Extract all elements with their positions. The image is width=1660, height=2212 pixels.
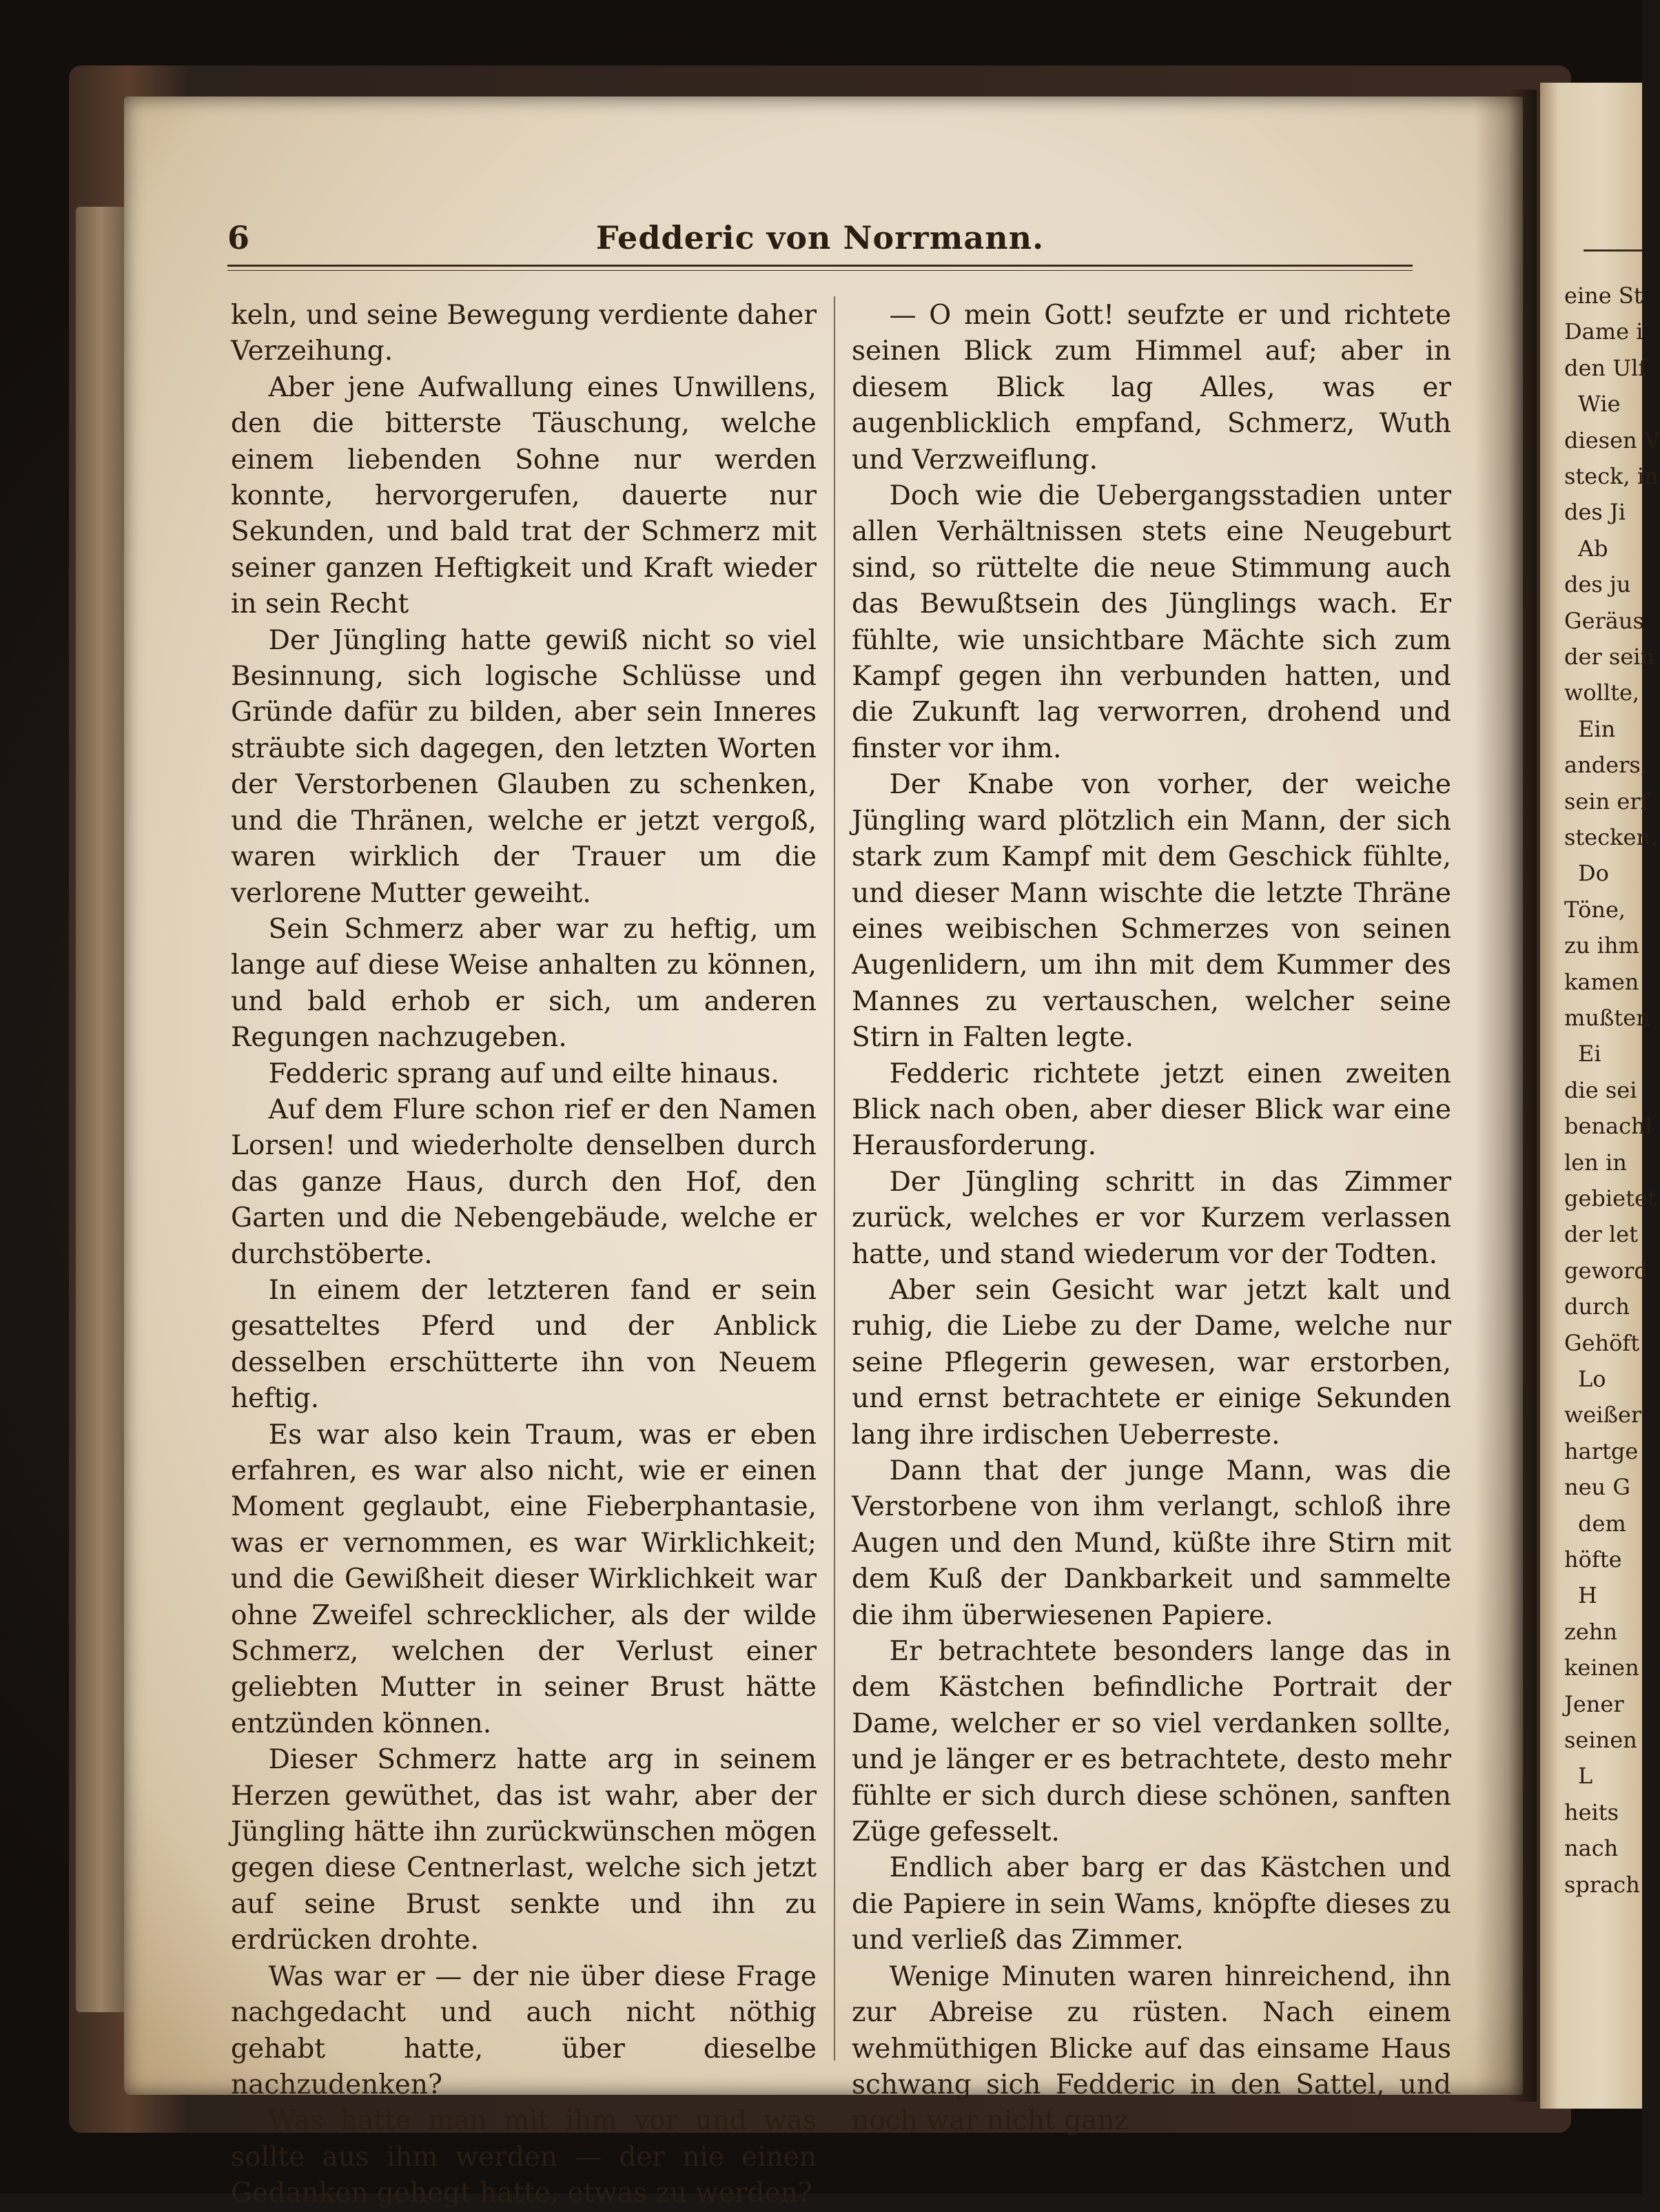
- facing-page-line: nach: [1564, 1835, 1619, 1862]
- facing-page-line: zu ihm: [1564, 932, 1639, 959]
- paragraph: Dieser Schmerz hatte arg in seinem Herzen gewüthet, das ist wahr, aber der Jüngling hätte ihn zurückwünschen mögen gegen diese Centnerlast, welche sich jetzt auf seine Brust senkte und ihn zu erdrücken drohte.: [231, 1744, 817, 1956]
- facing-page-line: weißer: [1564, 1402, 1642, 1428]
- facing-page-line: benachl: [1564, 1113, 1652, 1140]
- paragraph: Auf dem Flure schon rief er den Namen Lorsen! und wiederholte denselben durch das ganze Haus, durch den Hof, den Garten und die Nebengebäude, welche er durchstöberte.: [231, 1094, 817, 1270]
- running-title: Fedderic von Norrmann.: [595, 219, 1045, 256]
- facing-page-line: die sei: [1564, 1076, 1637, 1103]
- paragraph: Sein Schmerz aber war zu heftig, um lange auf diese Weise anhalten zu können, und bald erhob er sich, um anderen Regungen nachzugeben.: [231, 913, 817, 1054]
- right-column: [852, 298, 1451, 2140]
- facing-page-line: Gehöft: [1564, 1329, 1640, 1356]
- facing-page-line: Dame i: [1564, 318, 1643, 345]
- paragraph: In einem der letzteren fand er sein gesatteltes Pferd und der Anblick desselben erschütterte ihn von Neuem heftig.: [231, 1274, 817, 1415]
- paragraph: Fedderic richtete jetzt einen zweiten Blick nach oben, aber dieser Blick war eine Herausforderung.: [852, 1058, 1451, 1162]
- facing-page-line: seinen: [1564, 1727, 1637, 1753]
- page-header: [227, 219, 1413, 260]
- facing-page-line: dem: [1578, 1510, 1626, 1537]
- facing-page-line: Töne,: [1564, 896, 1626, 923]
- facing-page-line: Do: [1578, 860, 1609, 887]
- facing-page-line: hartge: [1564, 1437, 1639, 1464]
- facing-page-line: L: [1578, 1763, 1593, 1790]
- facing-page-line: keinen: [1564, 1655, 1639, 1681]
- paragraph: Was hatte man mit ihm vor und was sollte aus ihm werden — der nie einen Gedanken gehegt hatte, etwas zu werden?: [231, 2105, 817, 2209]
- paragraph: Es war also kein Traum, was er eben erfahren, es war also nicht, wie er einen Moment geglaubt, eine Fieberphantasie, was er vernommen, es war Wirklichkeit; und die Gewißheit dieser Wirklichkeit war ohne Zweifel schrecklicher, als der wilde Schmerz, welchen der Verlust einer geliebten Mutter in seiner Brust hätte entzünden können.: [231, 1419, 817, 1739]
- facing-page-line: Ein: [1578, 715, 1616, 742]
- facing-page-line: sein erf: [1564, 788, 1649, 815]
- page-number: 6: [227, 219, 250, 256]
- column-divider: [834, 296, 835, 2060]
- header-rule-thin: [227, 270, 1413, 271]
- facing-page-line: des Ji: [1564, 499, 1626, 526]
- paragraph: Endlich aber barg er das Kästchen und die Papiere in sein Wams, knöpfte dieses zu und verließ das Zimmer.: [852, 1852, 1451, 1956]
- header-rule: [227, 265, 1413, 267]
- facing-page-line: neu G: [1564, 1474, 1630, 1501]
- paragraph: Fedderic sprang auf und eilte hinaus.: [268, 1058, 779, 1089]
- facing-page-line: des ju: [1564, 571, 1631, 598]
- facing-page-line: stecken.: [1564, 824, 1658, 850]
- facing-page-line: gebietet: [1564, 1185, 1657, 1211]
- paragraph: Was war er — der nie über diese Frage nachgedacht und auch nicht nöthig gehabt hatte, über dieselbe nachzudenken?: [231, 1960, 817, 2100]
- facing-page-line: zehn: [1564, 1618, 1618, 1645]
- facing-page-line: mußten: [1564, 1005, 1650, 1031]
- facing-page-line: sprach: [1564, 1871, 1640, 1898]
- left-column: [231, 298, 817, 2212]
- facing-page-line: Geräus: [1564, 607, 1644, 634]
- facing-page-line: geword: [1564, 1257, 1648, 1284]
- paragraph: keln, und seine Bewegung verdiente daher Verzeihung.: [231, 300, 817, 367]
- paragraph: Doch wie die Uebergangsstadien unter allen Verhältnissen stets eine Neugeburt sind, so rüttelte die neue Stimmung auch das Bewußtsein des Jünglings wach. Er fühlte, wie unsichtbare Mächte sich zum Kampf gegen ihn verbunden hatten, und die Zukunft lag verworren, drohend und finster vor ihm.: [852, 480, 1451, 764]
- paragraph: Der Knabe von vorher, der weiche Jüngling ward plötzlich ein Mann, der sich stark zum Kampf mit dem Geschick fühlte, und dieser Mann wischte die letzte Thräne eines weibischen Schmerzes von seinen Augenlidern, um ihn mit dem Kummer des Mannes zu vertauschen, welcher seine Stirn in Falten legte.: [852, 769, 1451, 1054]
- facing-page-line: Ei: [1578, 1041, 1601, 1067]
- paragraph: Aber sein Gesicht war jetzt kalt und ruhig, die Liebe zu der Dame, welche nur seine Pflegerin gewesen, war erstorben, und ernst betrachtete er einige Sekunden lang ihre irdischen Ueberreste.: [852, 1274, 1451, 1451]
- facing-page-line: der sein: [1564, 644, 1655, 670]
- paragraph: Aber jene Aufwallung eines Unwillens, den die bitterste Täuschung, welche einem liebenden Sohne nur werden konnte, hervorgerufen, dauerte nur Sekunden, und bald trat der Schmerz mit seiner ganzen Heftigkeit und Kraft wieder in sein Recht: [231, 371, 817, 620]
- facing-page-line: höfte: [1564, 1546, 1622, 1573]
- facing-page-line: durch: [1564, 1293, 1630, 1320]
- book-gutter: [1475, 90, 1537, 2102]
- facing-page-line: Ab: [1578, 535, 1608, 562]
- paragraph: Der Jüngling schritt in das Zimmer zurück, welches er vor Kurzem verlassen hatte, und stand wiederum vor der Todten.: [852, 1166, 1451, 1270]
- facing-page-line: anders,: [1564, 752, 1648, 779]
- paragraph: Er betrachtete besonders lange das in dem Kästchen befindliche Portrait der Dame, welcher er so viel verdanken sollte, und je länger er es betrachtete, desto mehr fühlte er sich durch diese schönen, sanften Züge gefesselt.: [852, 1636, 1451, 1848]
- facing-page-line: steck, in: [1564, 463, 1659, 489]
- facing-page-line: Jener: [1564, 1690, 1624, 1717]
- facing-page-line: diesen V: [1564, 427, 1660, 453]
- facing-page-line: der let: [1564, 1221, 1638, 1248]
- facing-page-line: H: [1578, 1582, 1597, 1609]
- facing-page-line: wollte,: [1564, 679, 1640, 706]
- paragraph: Der Jüngling hatte gewiß nicht so viel Besinnung, sich logische Schlüsse und Gründe dafür zu bilden, aber sein Inneres sträubte sich dagegen, den letzten Worten der Verstorbenen Glauben zu schenken, und die Thränen, welche er jetzt vergoß, waren wirklich der Trauer um die verlorene Mutter geweiht.: [231, 624, 817, 909]
- facing-page-line: Lo: [1578, 1366, 1606, 1392]
- facing-page-line: eine St: [1564, 283, 1643, 309]
- facing-page-line: len in: [1564, 1149, 1627, 1176]
- paragraph: — O mein Gott! seufzte er und richtete seinen Blick zum Himmel auf; aber in diesem Blick lag Alles, was er augenblicklich empfand, Schmerz, Wuth und Verzweiflung.: [852, 300, 1451, 475]
- facing-page-line: den Ulf: [1564, 354, 1647, 381]
- paragraph: Wenige Minuten waren hinreichend, ihn zur Abreise zu rüsten. Nach einem wehmüthigen Blicke auf das einsame Haus schwang sich Fedderic in den Sattel, und noch war nicht ganz: [852, 1960, 1451, 2137]
- facing-page-rule: [1584, 249, 1642, 252]
- paragraph: Dann that der junge Mann, was die Verstorbene von ihm verlangt, schloß ihre Augen und den Mund, küßte ihre Stirn mit dem Kuß der Dankbarkeit und sammelte die ihm überwiesenen Papiere.: [852, 1455, 1451, 1631]
- facing-page-line: Wie: [1578, 391, 1621, 418]
- facing-page-line: kamen: [1564, 968, 1639, 995]
- facing-page-line: heits: [1564, 1799, 1619, 1825]
